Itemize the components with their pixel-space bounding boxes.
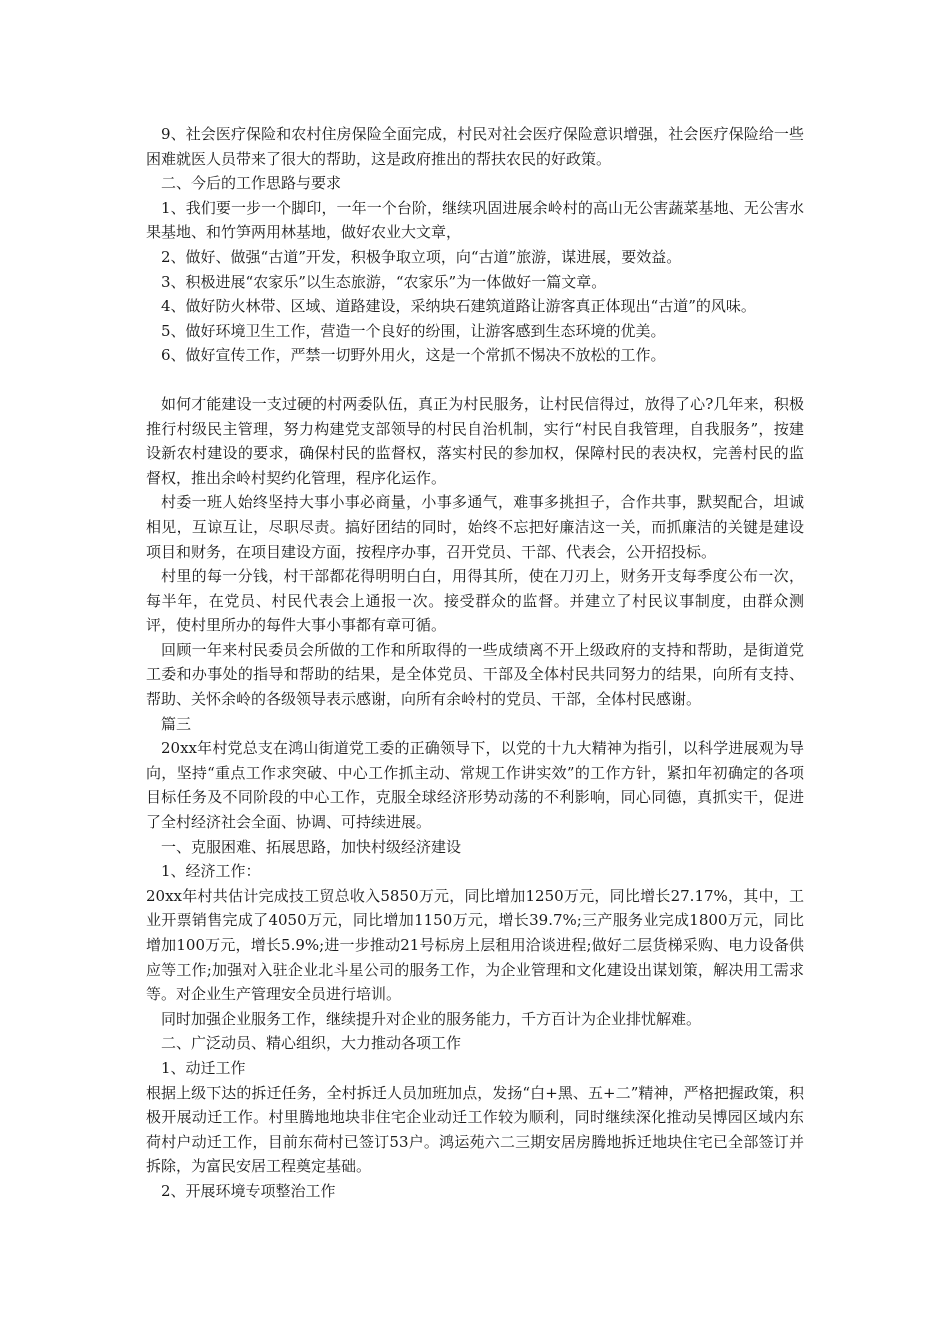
paragraph-village-committee: 如何才能建设一支过硬的村两委队伍，真正为村民服务，让村民信得过，放得了心?几年来，积极推行村级民主管理，努力构建党支部领导的村民自治机制，实行“村民自我管理，自我服务”，按建设新农村建设的要求，确保村民的监督权，落实村民的参加权，保障村民的表决权，完善村民的监督权，推出余岭村契约化管理，程序化运作。 (146, 394, 804, 487)
heading-environment: 2、开展环境专项整治工作 (161, 1181, 336, 1200)
paragraph-relocation: 根据上级下达的拆迁任务，全村拆迁人员加班加点，发扬“白+黑、五+二”精神，严格把握政策，积极开展动迁工作。村里腾地地块非住宅企业动迁工作较为顺利，同时继续深化推动吴博园区域内东荷村户动迁工作，目前东荷村已签订53户。鸿运苑六二三期安居房腾地拆迁地块住宅已全部签订并拆除，为富民安居工程奠定基础。 (146, 1083, 804, 1176)
section-gap (146, 368, 804, 392)
heading-relocation: 1、动迁工作 (161, 1058, 246, 1077)
paragraph-finance: 村里的每一分钱，村干部都花得明明白白，用得其所，使在刀刃上，财务开支每季度公布一次，每半年，在党员、村民代表会上通报一次。接受群众的监督。并建立了村民议事制度，由群众测评，使村里所办的每件大事小事都有章可循。 (146, 567, 804, 635)
list-item-2: 2、做好、做强“古道”开发，积极争取立项，向“古道”旅游，谋进展，要效益。 (161, 247, 682, 266)
list-item-5: 5、做好环境卫生工作，营造一个良好的纷围，让游客感到生态环境的优美。 (161, 321, 666, 340)
heading-future-plan: 二、今后的工作思路与要求 (161, 174, 342, 193)
paragraph-insurance: 9、社会医疗保险和农村住房保险全面完成，村民对社会医疗保险意识增强，社会医疗保险给一些困难就医人员带来了很大的帮助，这是政府推出的帮扶农民的好政策。 (146, 125, 804, 168)
paragraph-economic-figures: 20xx年村共估计完成技工贸总收入5850万元，同比增加1250万元，同比增长27.17%，其中，工业开票销售完成了4050万元，同比增加1150万元，增长39.7%;三产服务业完成1800万元，同比增加100万元，增长5.9%;进一步推动21号标房上层租用洽谈进程;做好二层货梯采购、电力设备供应等工作;加强对入驻企业北斗星公司的服务工作，为企业管理和文化建设出谋划策，解决用工需求等。对企业生产管理安全员进行培训。 (146, 886, 804, 1004)
list-item-3: 3、积极进展“农家乐”以生态旅游，“农家乐”为一体做好一篇文章。 (161, 272, 607, 291)
heading-part-three: 篇三 (161, 714, 192, 733)
list-item-1: 1、我们要一步一个脚印，一年一个台阶，继续巩固进展余岭村的高山无公害蔬菜基地、无公害水果基地、和竹笋两用林基地，做好农业大文章， (146, 198, 804, 242)
heading-economy-construction: 一、克服困难、拓展思路，加快村级经济建设 (161, 837, 462, 856)
paragraph-review: 回顾一年来村民委员会所做的工作和所取得的一些成绩离不开上级政府的支持和帮助，是街道党工委和办事处的指导和帮助的结果，是全体党员、干部及全体村民共同努力的结果，向所有支持、帮助、关怀余岭的各级领导表示感谢，向所有余岭村的党员、干部，全体村民感谢。 (146, 640, 804, 709)
list-item-4: 4、做好防火林带、区域、道路建设，采纳块石建筑道路让游客真正体现出“古道”的风味。 (161, 297, 756, 316)
list-item-6: 6、做好宣传工作，严禁一切野外用火，这是一个常抓不惕决不放松的工作。 (161, 346, 666, 365)
paragraph-party-branch: 20xx年村党总支在鸿山街道党工委的正确领导下，以党的十九大精神为指引，以科学进展观为导向，坚持“重点工作求突破、中心工作抓主动、常规工作讲实效”的工作方针，紧扣年初确定的各项目标任务及不同阶段的中心工作，克服全球经济形势动荡的不利影响，同心同德，真抓实干，促进了全村经济社会全面、协调、可持续进展。 (146, 739, 804, 832)
document-page (146, 122, 804, 1204)
heading-economic-work: 1、经济工作： (161, 862, 261, 881)
heading-mobilize: 二、广泛动员、精心组织，大力推动各项工作 (161, 1034, 462, 1053)
paragraph-enterprise-service: 同时加强企业服务工作，继续提升对企业的服务能力，千方百计为企业排忧解难。 (161, 1009, 702, 1028)
paragraph-team-work: 村委一班人始终坚持大事小事必商量，小事多通气，难事多挑担子，合作共事，默契配合，坦诚相见，互谅互让，尽职尽责。搞好团结的同时，始终不忘把好廉洁这一关，而抓廉洁的关键是建设项目和财务，在项目建设方面，按程序办事，召开党员、干部、代表会，公开招投标。 (146, 493, 804, 561)
